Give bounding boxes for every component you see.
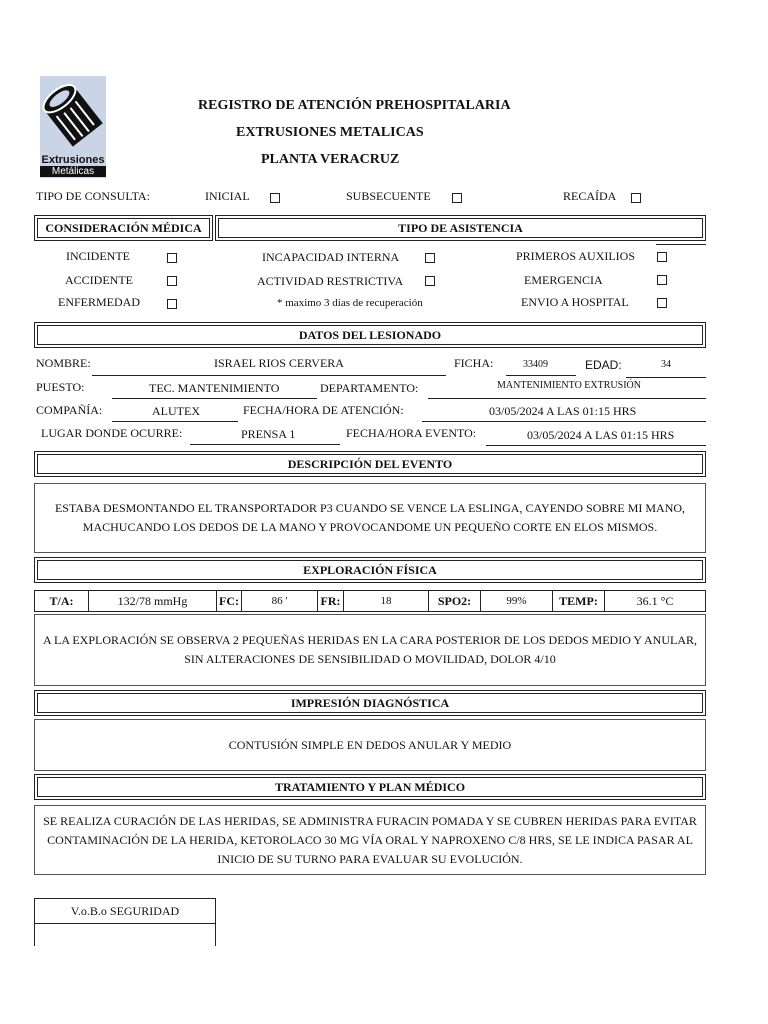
edad-value[interactable]: 34: [661, 359, 671, 370]
fecha-atencion-label: FECHA/HORA DE ATENCIÓN:: [243, 403, 404, 417]
consulta-inicial-label: INICIAL: [205, 189, 250, 203]
section-impresion-title: IMPRESIÓN DIAGNÓSTICA: [290, 695, 450, 710]
impresion-text: CONTUSIÓN SIMPLE EN DEDOS ANULAR Y MEDIO: [228, 737, 512, 752]
exploracion-text: A LA EXPLORACIÓN SE OBSERVA 2 PEQUEÑAS HERIDAS EN LA CARA POSTERIOR DE LOS DEDOS MEDIO Y ANULAR, SIN ALTERACIONES DE SENSIBILIDAD O MOVILIDAD, DOLOR 4/10: [43, 633, 697, 666]
edad-underline: [626, 377, 706, 378]
impresion-text-box[interactable]: [34, 719, 706, 771]
option-envio-checkbox[interactable]: [657, 298, 667, 308]
option-enfermedad-checkbox[interactable]: [167, 299, 177, 309]
fecha-atencion-underline: [422, 421, 706, 422]
fecha-atencion-value[interactable]: 03/05/2024 A LAS 01:15 HRS: [489, 404, 637, 418]
descripcion-text: ESTABA DESMONTANDO EL TRANSPORTADOR P3 CUANDO SE VENCE LA ESLINGA, CAYENDO SOBRE MI MANO, MACHUCANDO LOS DEDOS DE LA MANO Y PROVOCANDOME UN PEQUEÑO CORTE EN ELOS MISMOS.: [54, 501, 686, 534]
puesto-underline: [112, 398, 317, 399]
consulta-subsecuente-label: SUBSECUENTE: [346, 189, 431, 203]
vobo-signature-area[interactable]: [35, 924, 215, 947]
nombre-underline: [92, 375, 446, 376]
section-exploracion-title: EXPLORACIÓN FÍSICA: [303, 562, 437, 577]
fecha-evento-value[interactable]: 03/05/2024 A LAS 01:15 HRS: [527, 428, 675, 442]
lugar-value[interactable]: PRENSA 1: [241, 427, 296, 441]
plant-name: PLANTA VERACRUZ: [261, 152, 400, 167]
company-name: EXTRUSIONES METALICAS: [236, 125, 424, 140]
section-descripcion-evento: [34, 451, 706, 477]
ficha-value[interactable]: 33409: [523, 359, 548, 370]
option-emergencia-label: EMERGENCIA: [524, 273, 603, 287]
spo2-value[interactable]: 99%: [481, 591, 553, 611]
descripcion-text-box[interactable]: [34, 483, 706, 553]
consulta-recaida-label: RECAÍDA: [563, 189, 617, 203]
option-nota-label: * maximo 3 dias de recuperación: [277, 297, 423, 309]
ta-value[interactable]: 132/78 mmHg: [89, 591, 217, 611]
consulta-recaida-checkbox[interactable]: [631, 193, 641, 203]
section-consideracion-medica: [34, 215, 213, 241]
section-consideracion-title: CONSIDERACIÓN MÉDICA: [45, 220, 202, 235]
consulta-subsecuente-checkbox[interactable]: [452, 193, 462, 203]
ficha-underline: [506, 375, 576, 376]
compania-value[interactable]: ALUTEX: [152, 404, 200, 418]
option-incidente-label: INCIDENTE: [66, 249, 130, 263]
option-enfermedad-label: ENFERMEDAD: [58, 295, 141, 309]
fc-value[interactable]: 86 ': [242, 591, 318, 611]
option-envio-label: ENVIO A HOSPITAL: [521, 295, 629, 309]
asistencia-underline: [656, 244, 706, 245]
section-tratamiento-title: TRATAMIENTO Y PLAN MÉDICO: [274, 779, 466, 794]
fr-label: FR:: [318, 591, 344, 611]
section-asistencia-title: TIPO DE ASISTENCIA: [398, 220, 523, 235]
option-primeros-label: PRIMEROS AUXILIOS: [516, 249, 636, 263]
nombre-label: NOMBRE:: [36, 356, 91, 370]
fc-label: FC:: [217, 591, 242, 611]
temp-value[interactable]: 36.1 °C: [636, 593, 674, 608]
temp-label: TEMP:: [553, 591, 605, 611]
ficha-label: FICHA:: [454, 356, 494, 370]
logo-text-line1: Extrusiones: [41, 154, 105, 166]
spo2-label: SPO2:: [429, 591, 481, 611]
puesto-value[interactable]: TEC. MANTENIMIENTO: [149, 381, 280, 395]
compania-label: COMPAÑÍA:: [36, 403, 103, 417]
option-actividad-checkbox[interactable]: [425, 276, 435, 286]
logo-cylinder-icon: [40, 76, 106, 156]
lugar-underline: [190, 444, 340, 445]
section-datos-title: DATOS DEL LESIONADO: [298, 327, 442, 342]
option-incapacidad-checkbox[interactable]: [425, 253, 435, 263]
consulta-inicial-checkbox[interactable]: [270, 193, 280, 203]
section-tipo-asistencia: [215, 215, 706, 241]
option-accidente-label: ACCIDENTE: [65, 273, 133, 287]
exploracion-text-box[interactable]: [34, 614, 706, 686]
section-descripcion-title: DESCRIPCIÓN DEL EVENTO: [287, 456, 453, 471]
lugar-label: LUGAR DONDE OCURRE:: [41, 426, 183, 440]
tratamiento-text: SE REALIZA CURACIÓN DE LAS HERIDAS, SE ADMINISTRA FURACIN POMADA Y SE CUBREN HERIDAS PARA EVITAR CONTAMINACIÓN DE LA HERIDA, KETOROLACO 30 MG VÍA ORAL Y NAPROXENO C/8 HRS, SE LE INDICA PASAR AL INICIO DE SU TURNO PARA EVALUAR SU EVOLUCIÓN.: [43, 813, 697, 866]
fecha-evento-underline: [486, 445, 706, 446]
edad-label: EDAD:: [585, 358, 622, 372]
fecha-evento-label: FECHA/HORA EVENTO:: [346, 426, 477, 440]
compania-underline: [112, 421, 238, 422]
option-incidente-checkbox[interactable]: [167, 253, 177, 263]
vobo-box: [34, 898, 216, 946]
company-logo: [40, 76, 106, 178]
consulta-label: TIPO DE CONSULTA:: [36, 189, 150, 203]
puesto-label: PUESTO:: [36, 380, 85, 394]
form-title: REGISTRO DE ATENCIÓN PREHOSPITALARIA: [198, 98, 511, 113]
vital-signs-row: [34, 590, 706, 612]
logo-text-line2: Metálicas: [40, 166, 106, 177]
section-datos-lesionado: [34, 322, 706, 348]
option-incapacidad-label: INCAPACIDAD INTERNA: [262, 250, 400, 264]
fr-value[interactable]: 18: [344, 591, 429, 611]
section-exploracion-fisica: [34, 557, 706, 583]
option-actividad-label: ACTIVIDAD RESTRICTIVA: [257, 274, 404, 288]
departamento-underline: [428, 398, 706, 399]
option-primeros-checkbox[interactable]: [657, 252, 667, 262]
departamento-label: DEPARTAMENTO:: [320, 381, 419, 395]
vobo-label: V.o.B.o SEGURIDAD: [35, 899, 215, 924]
section-tratamiento: [34, 774, 706, 800]
section-impresion-diagnostica: [34, 690, 706, 716]
option-emergencia-checkbox[interactable]: [657, 275, 667, 285]
tratamiento-text-box[interactable]: [34, 805, 706, 875]
ta-label: T/A:: [35, 591, 89, 611]
nombre-value[interactable]: ISRAEL RIOS CERVERA: [214, 356, 344, 370]
departamento-value[interactable]: MANTENIMIENTO EXTRUSIÓN: [497, 380, 641, 391]
option-accidente-checkbox[interactable]: [167, 276, 177, 286]
